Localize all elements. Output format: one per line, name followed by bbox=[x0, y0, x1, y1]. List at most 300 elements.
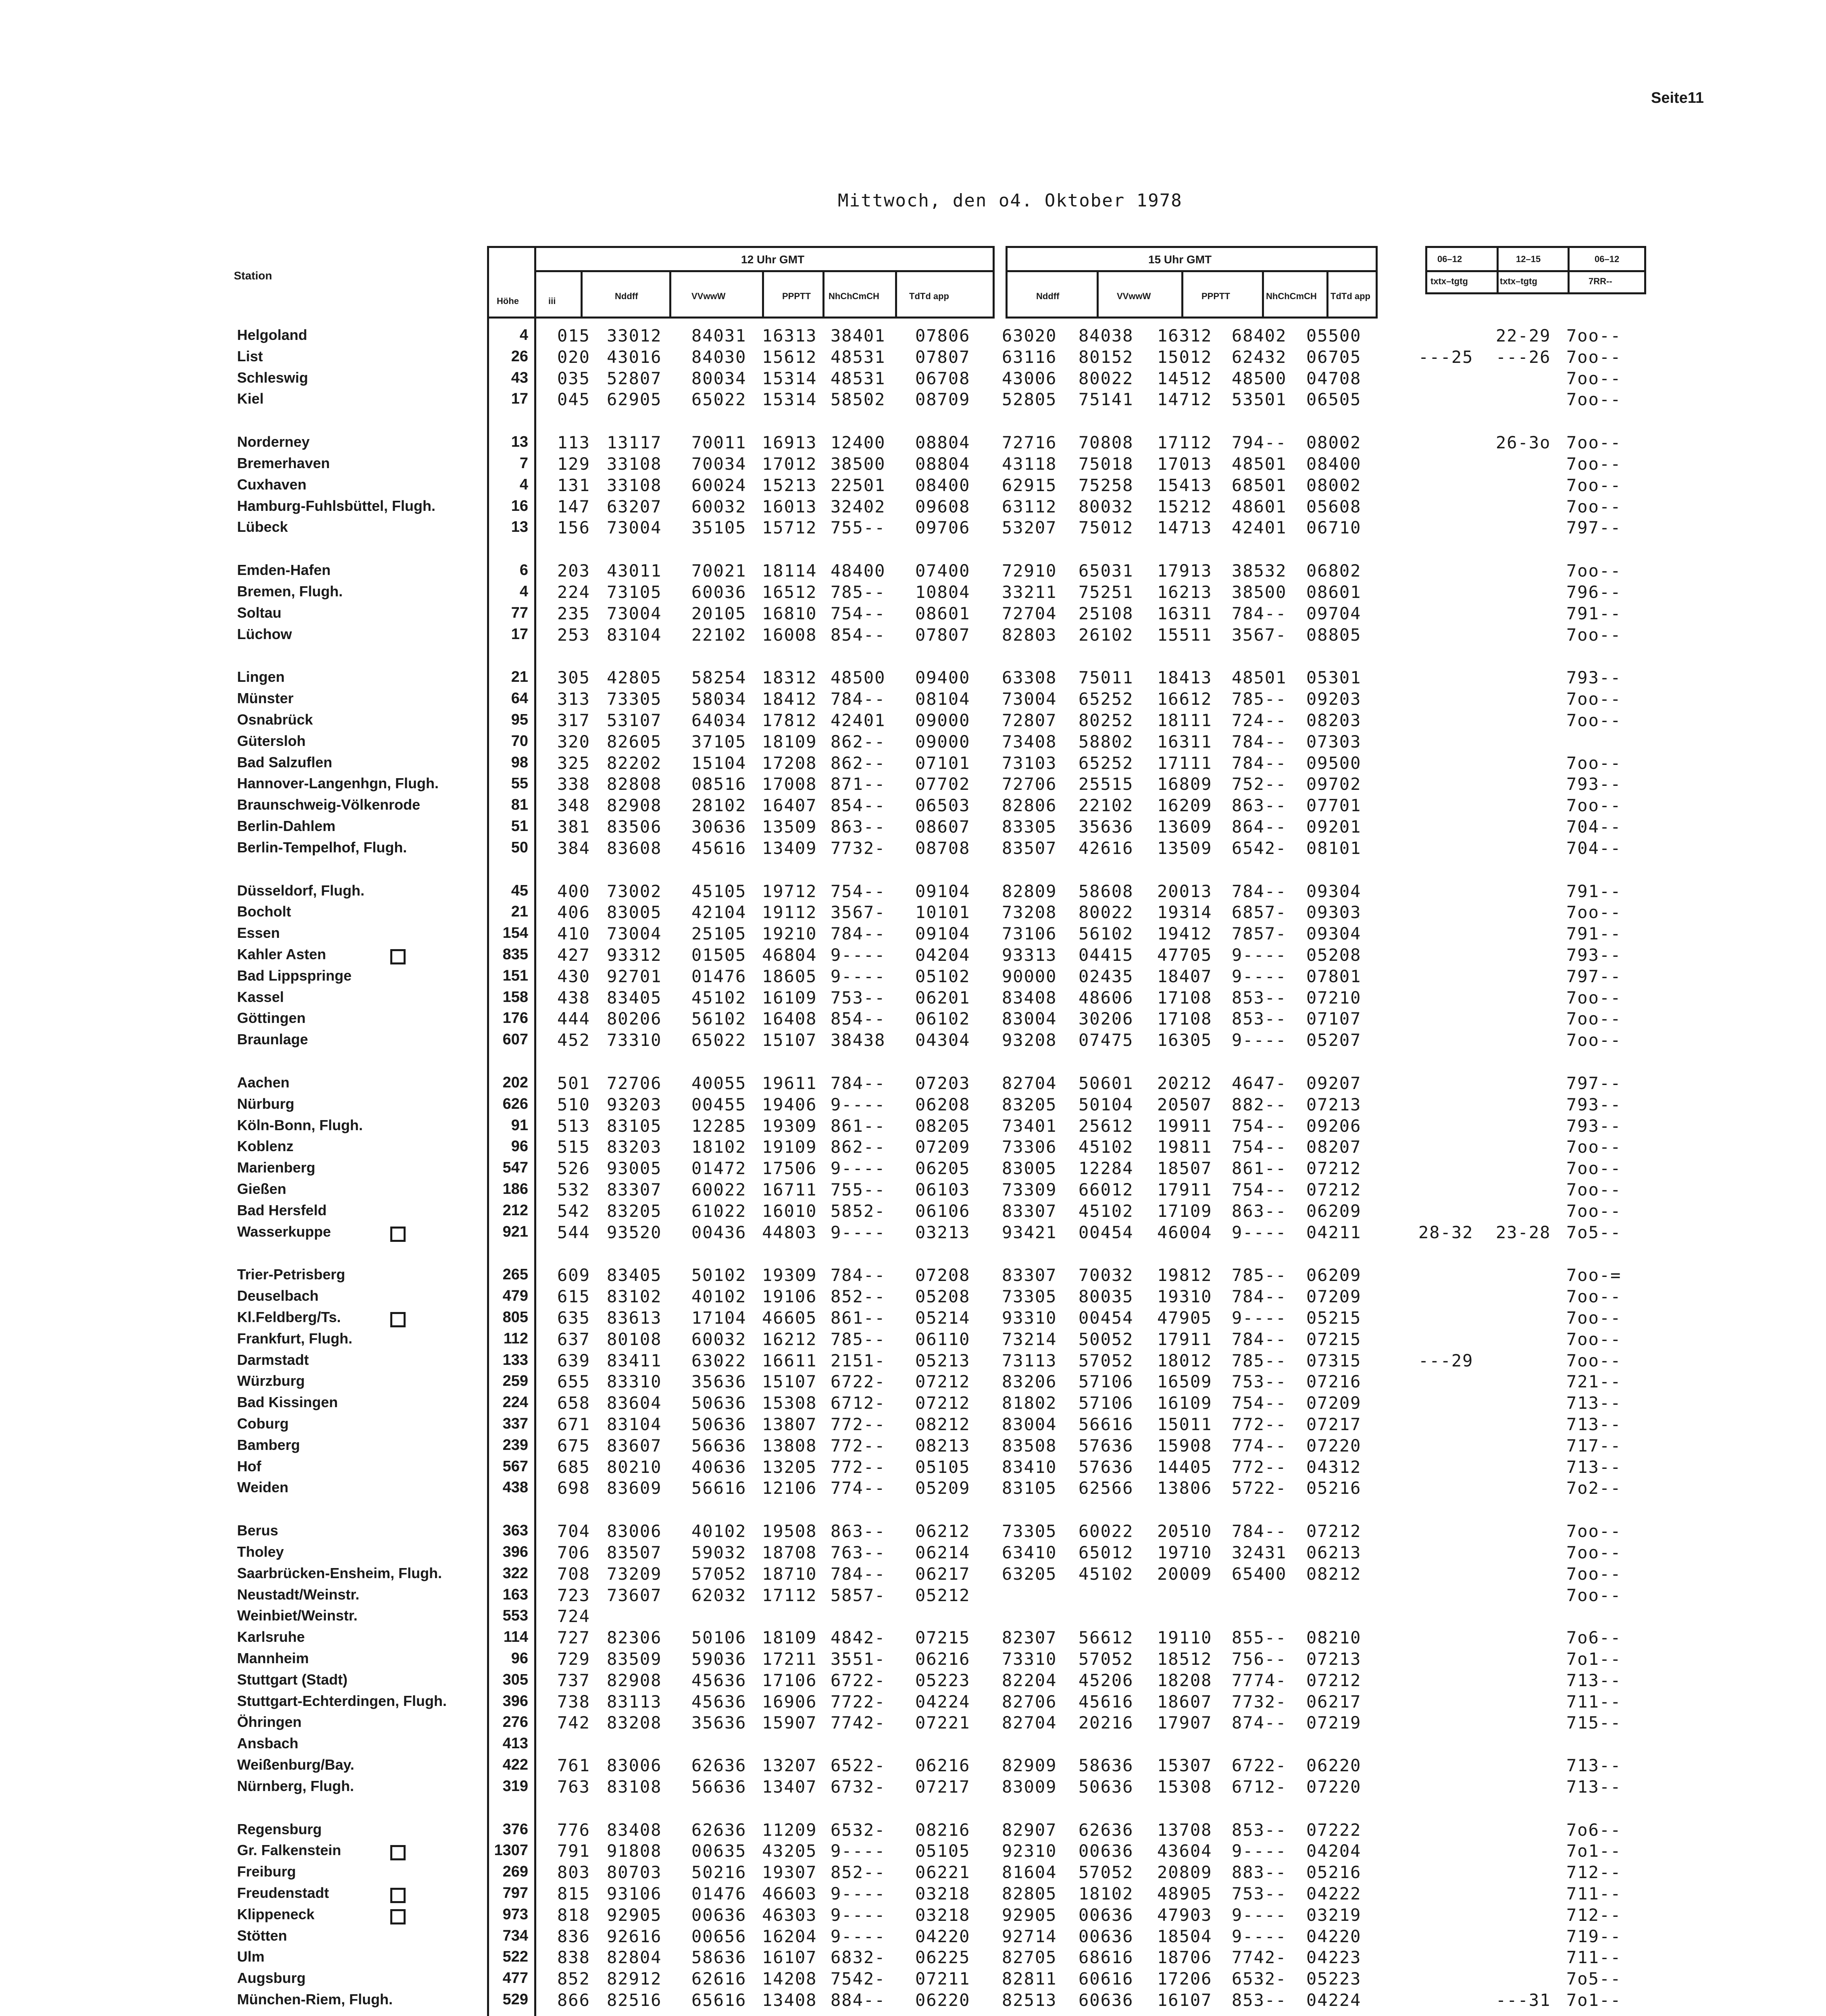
obs-d: 5852- bbox=[831, 1201, 886, 1221]
obs-a: 83608 bbox=[607, 838, 662, 858]
obs-f: 63112 bbox=[1002, 496, 1057, 516]
obs-d: 9---- bbox=[831, 1926, 886, 1946]
obs-d: 48400 bbox=[831, 561, 886, 581]
obs-f: 83305 bbox=[1002, 817, 1057, 837]
obs-c: 15213 bbox=[762, 475, 817, 495]
obs-c: 15107 bbox=[762, 1030, 817, 1050]
obs-e: 07221 bbox=[915, 1713, 970, 1733]
obs-j: 48501 bbox=[1232, 668, 1287, 688]
obs-f: 82907 bbox=[1002, 1820, 1057, 1840]
obs-k: 05216 bbox=[1306, 1862, 1362, 1883]
obs-iii: 406 bbox=[557, 902, 590, 923]
obs-j: 784-- bbox=[1232, 1521, 1287, 1541]
obs-i: 20507 bbox=[1157, 1094, 1212, 1114]
obs-e: 08212 bbox=[915, 1414, 970, 1434]
obs-r3: 713-- bbox=[1566, 1670, 1622, 1690]
station-name: Stuttgart (Stadt) bbox=[237, 1671, 348, 1688]
obs-i: 17913 bbox=[1157, 561, 1212, 581]
obs-a: 83203 bbox=[607, 1137, 662, 1157]
obs-b: 70034 bbox=[691, 454, 747, 474]
obs-b: 35636 bbox=[691, 1372, 747, 1392]
station-name: Bremerhaven bbox=[237, 455, 330, 471]
obs-g: 57636 bbox=[1079, 1435, 1134, 1456]
obs-r3: 793-- bbox=[1566, 945, 1622, 965]
obs-g: 07475 bbox=[1079, 1030, 1134, 1050]
obs-r3: 715-- bbox=[1566, 1713, 1622, 1733]
obs-i: 20013 bbox=[1157, 881, 1212, 901]
obs-f: 93208 bbox=[1002, 1030, 1057, 1050]
obs-d: 784-- bbox=[831, 924, 886, 944]
obs-iii: 803 bbox=[557, 1862, 590, 1883]
obs-d: 854-- bbox=[831, 1009, 886, 1029]
obs-d: 38438 bbox=[831, 1030, 886, 1050]
obs-k: 08101 bbox=[1306, 838, 1362, 858]
obs-k: 09304 bbox=[1306, 881, 1362, 901]
obs-d: 6832- bbox=[831, 1947, 886, 1968]
obs-iii: 761 bbox=[557, 1756, 590, 1775]
obs-r3: 7o2-- bbox=[1566, 1478, 1622, 1498]
obs-f: 92905 bbox=[1002, 1905, 1057, 1925]
station-name: Karlsruhe bbox=[237, 1629, 305, 1645]
obs-j: 9---- bbox=[1232, 1222, 1287, 1242]
obs-r2: ---26 bbox=[1496, 347, 1551, 367]
header-iii: iii bbox=[548, 296, 556, 306]
obs-b: 01476 bbox=[691, 1884, 747, 1904]
obs-c: 14208 bbox=[762, 1969, 817, 1989]
obs-d: 32402 bbox=[831, 496, 886, 516]
station-height: 176 bbox=[502, 1010, 528, 1027]
obs-a: 33108 bbox=[607, 454, 662, 474]
obs-c: 16212 bbox=[762, 1329, 817, 1349]
rule-sub-12 bbox=[534, 270, 994, 272]
obs-c: 15308 bbox=[762, 1393, 817, 1413]
obs-i: 15307 bbox=[1157, 1756, 1212, 1775]
obs-g: 84038 bbox=[1079, 326, 1134, 346]
rule-15-sub-1 bbox=[1181, 270, 1183, 319]
obs-e: 04224 bbox=[915, 1691, 970, 1712]
obs-k: 07217 bbox=[1306, 1414, 1362, 1434]
obs-d: 784-- bbox=[831, 1265, 886, 1285]
station-name: Norderney bbox=[237, 433, 310, 450]
obs-iii: 815 bbox=[557, 1884, 590, 1904]
obs-i: 16209 bbox=[1157, 796, 1212, 816]
obs-j: 9---- bbox=[1232, 945, 1287, 965]
obs-g: 62566 bbox=[1079, 1478, 1134, 1498]
obs-i: 16311 bbox=[1157, 731, 1212, 752]
obs-f: 72910 bbox=[1002, 561, 1057, 581]
obs-c: 16313 bbox=[762, 326, 817, 346]
obs-iii: 410 bbox=[557, 924, 590, 944]
obs-iii: 320 bbox=[557, 731, 590, 752]
obs-e: 07807 bbox=[915, 347, 970, 367]
station-height: 77 bbox=[511, 604, 528, 621]
obs-k: 06213 bbox=[1306, 1543, 1362, 1562]
obs-f: 72706 bbox=[1002, 774, 1057, 794]
obs-a: 73002 bbox=[607, 881, 662, 901]
obs-j: 785-- bbox=[1232, 1350, 1287, 1370]
station-name: Augsburg bbox=[237, 1970, 306, 1987]
obs-r3: 7oo-- bbox=[1566, 1180, 1622, 1200]
obs-b: 58254 bbox=[691, 668, 747, 688]
obs-e: 06208 bbox=[915, 1094, 970, 1114]
obs-c: 18312 bbox=[762, 668, 817, 688]
obs-d: 772-- bbox=[831, 1414, 886, 1434]
obs-r3: 793-- bbox=[1566, 1116, 1622, 1136]
obs-e: 03218 bbox=[915, 1905, 970, 1925]
obs-c: 18708 bbox=[762, 1543, 817, 1562]
station-height: 607 bbox=[502, 1031, 528, 1048]
obs-k: 09206 bbox=[1306, 1116, 1362, 1136]
obs-i: 20809 bbox=[1157, 1862, 1212, 1883]
obs-c: 16611 bbox=[762, 1350, 817, 1370]
obs-b: 58034 bbox=[691, 689, 747, 709]
station-height: 13 bbox=[511, 519, 528, 536]
obs-r3: 719-- bbox=[1566, 1926, 1622, 1946]
obs-i: 14713 bbox=[1157, 518, 1212, 538]
obs-k: 06705 bbox=[1306, 347, 1362, 367]
obs-r3: 7o5-- bbox=[1566, 1969, 1622, 1989]
station-name: München-Riem, Flugh. bbox=[237, 1991, 393, 2008]
station-name: Köln-Bonn, Flugh. bbox=[237, 1116, 363, 1133]
obs-b: 59036 bbox=[691, 1649, 747, 1669]
obs-i: 13806 bbox=[1157, 1478, 1212, 1498]
obs-g: 25612 bbox=[1079, 1116, 1134, 1136]
obs-g: 60636 bbox=[1079, 1990, 1134, 2010]
obs-k: 07701 bbox=[1306, 796, 1362, 816]
obs-i: 19811 bbox=[1157, 1137, 1212, 1157]
obs-b: 22102 bbox=[691, 625, 747, 645]
obs-i: 15413 bbox=[1157, 475, 1212, 495]
obs-b: 45636 bbox=[691, 1691, 747, 1712]
obs-k: 07209 bbox=[1306, 1393, 1362, 1413]
obs-c: 46303 bbox=[762, 1905, 817, 1925]
obs-j: 9---- bbox=[1232, 966, 1287, 986]
obs-j: 774-- bbox=[1232, 1435, 1287, 1456]
obs-iii: 635 bbox=[557, 1308, 590, 1328]
obs-d: 48531 bbox=[831, 368, 886, 388]
obs-r3: 7oo-- bbox=[1566, 1201, 1622, 1221]
obs-c: 13408 bbox=[762, 1990, 817, 2010]
obs-d: 9---- bbox=[831, 1158, 886, 1179]
obs-j: 7857- bbox=[1232, 924, 1287, 944]
obs-f: 83004 bbox=[1002, 1414, 1057, 1434]
obs-g: 22102 bbox=[1079, 796, 1134, 816]
obs-d: 754-- bbox=[831, 603, 886, 623]
obs-k: 09304 bbox=[1306, 924, 1362, 944]
obs-j: 754-- bbox=[1232, 1137, 1287, 1157]
obs-e: 09608 bbox=[915, 496, 970, 516]
station-height: 4 bbox=[519, 476, 528, 493]
obs-k: 07215 bbox=[1306, 1329, 1362, 1349]
obs-g: 80035 bbox=[1079, 1287, 1134, 1307]
obs-a: 33012 bbox=[607, 326, 662, 346]
obs-d: 48500 bbox=[831, 668, 886, 688]
obs-c: 18109 bbox=[762, 731, 817, 752]
station-height: 96 bbox=[511, 1138, 528, 1155]
obs-e: 07203 bbox=[915, 1073, 970, 1093]
station-name: Lingen bbox=[237, 669, 285, 685]
obs-c: 16906 bbox=[762, 1691, 817, 1712]
rule-sub-r bbox=[1425, 270, 1646, 272]
obs-f: 63308 bbox=[1002, 668, 1057, 688]
obs-j: 7774- bbox=[1232, 1670, 1287, 1690]
obs-b: 60032 bbox=[691, 496, 747, 516]
rule-15-sub-0 bbox=[1097, 270, 1099, 319]
station-height: 43 bbox=[511, 369, 528, 386]
obs-r3: 721-- bbox=[1566, 1372, 1622, 1392]
obs-iii: 658 bbox=[557, 1393, 590, 1413]
obs-g: 25515 bbox=[1079, 774, 1134, 794]
obs-b: 50636 bbox=[691, 1393, 747, 1413]
obs-iii: 852 bbox=[557, 1969, 590, 1989]
obs-c: 19210 bbox=[762, 924, 817, 944]
obs-b: 12285 bbox=[691, 1116, 747, 1136]
obs-b: 50216 bbox=[691, 1862, 747, 1883]
obs-d: 9---- bbox=[831, 1884, 886, 1904]
obs-a: 83613 bbox=[607, 1308, 662, 1328]
obs-g: 75018 bbox=[1079, 454, 1134, 474]
obs-j: 42401 bbox=[1232, 518, 1287, 538]
obs-k: 06209 bbox=[1306, 1201, 1362, 1221]
obs-iii: 147 bbox=[557, 496, 590, 516]
station-name: Bremen, Flugh. bbox=[237, 583, 343, 600]
obs-i: 16311 bbox=[1157, 603, 1212, 623]
obs-f: 93310 bbox=[1002, 1308, 1057, 1328]
obs-a: 73105 bbox=[607, 582, 662, 602]
obs-r3: 7oo-- bbox=[1566, 389, 1622, 410]
obs-iii: 020 bbox=[557, 347, 590, 367]
obs-r3: 712-- bbox=[1566, 1905, 1622, 1925]
obs-iii: 515 bbox=[557, 1137, 590, 1157]
obs-c: 16109 bbox=[762, 987, 817, 1008]
station-height: 17 bbox=[511, 390, 528, 408]
obs-j: 3567- bbox=[1232, 625, 1287, 645]
obs-b: 62032 bbox=[691, 1585, 747, 1605]
station-height: 529 bbox=[502, 1991, 528, 2008]
obs-r3: 7o1-- bbox=[1566, 1841, 1622, 1861]
obs-e: 08216 bbox=[915, 1820, 970, 1840]
station-height: 396 bbox=[502, 1543, 528, 1560]
obs-a: 83105 bbox=[607, 1116, 662, 1136]
obs-a: 83006 bbox=[607, 1756, 662, 1775]
obs-j: 874-- bbox=[1232, 1713, 1287, 1733]
obs-r3: 796-- bbox=[1566, 582, 1622, 602]
obs-j: 864-- bbox=[1232, 817, 1287, 837]
obs-f: 73106 bbox=[1002, 924, 1057, 944]
station-name: Darmstadt bbox=[237, 1351, 309, 1368]
station-height: 98 bbox=[511, 754, 528, 771]
obs-r3: 7oo-- bbox=[1566, 710, 1622, 730]
obs-b: 70011 bbox=[691, 433, 747, 453]
obs-c: 17211 bbox=[762, 1649, 817, 1669]
obs-b: 35105 bbox=[691, 518, 747, 538]
obs-d: 772-- bbox=[831, 1457, 886, 1477]
obs-g: 75251 bbox=[1079, 582, 1134, 602]
obs-iii: 671 bbox=[557, 1414, 590, 1434]
obs-e: 07806 bbox=[915, 326, 970, 346]
obs-f: 72704 bbox=[1002, 603, 1057, 623]
obs-r3: 7oo-- bbox=[1566, 753, 1622, 773]
obs-d: 9---- bbox=[831, 1905, 886, 1925]
station-name: Kassel bbox=[237, 988, 284, 1005]
obs-iii: 427 bbox=[557, 945, 590, 965]
rule-sub-15 bbox=[1006, 270, 1378, 272]
obs-c: 18412 bbox=[762, 689, 817, 709]
obs-a: 93203 bbox=[607, 1094, 662, 1114]
obs-g: 42616 bbox=[1079, 838, 1134, 858]
obs-d: 6532- bbox=[831, 1820, 886, 1840]
obs-j: 853-- bbox=[1232, 1820, 1287, 1840]
obs-b: 17104 bbox=[691, 1308, 747, 1328]
obs-a: 82908 bbox=[607, 796, 662, 816]
obs-b: 57052 bbox=[691, 1564, 747, 1584]
obs-c: 13407 bbox=[762, 1776, 817, 1797]
obs-d: 862-- bbox=[831, 753, 886, 773]
obs-g: 56102 bbox=[1079, 924, 1134, 944]
obs-d: 784-- bbox=[831, 689, 886, 709]
obs-i: 16509 bbox=[1157, 1372, 1212, 1392]
header-r2-bot: txtx–tgtg bbox=[1500, 276, 1537, 286]
obs-c: 16008 bbox=[762, 625, 817, 645]
header-hoehe: Höhe bbox=[497, 296, 519, 306]
obs-k: 07213 bbox=[1306, 1094, 1362, 1114]
obs-b: 35636 bbox=[691, 1713, 747, 1733]
obs-g: 75011 bbox=[1079, 668, 1134, 688]
obs-e: 05223 bbox=[915, 1670, 970, 1690]
obs-c: 11209 bbox=[762, 1820, 817, 1840]
obs-k: 05207 bbox=[1306, 1030, 1362, 1050]
obs-c: 15314 bbox=[762, 368, 817, 388]
obs-a: 33108 bbox=[607, 475, 662, 495]
obs-g: 57052 bbox=[1079, 1862, 1134, 1883]
obs-g: 00454 bbox=[1079, 1222, 1134, 1242]
obs-e: 07215 bbox=[915, 1628, 970, 1648]
obs-i: 17112 bbox=[1157, 433, 1212, 453]
obs-b: 64034 bbox=[691, 710, 747, 730]
obs-k: 06505 bbox=[1306, 389, 1362, 410]
obs-a: 91808 bbox=[607, 1841, 662, 1861]
obs-g: 65252 bbox=[1079, 689, 1134, 709]
obs-a: 83113 bbox=[607, 1691, 662, 1712]
obs-a: 80703 bbox=[607, 1862, 662, 1883]
obs-e: 07209 bbox=[915, 1137, 970, 1157]
obs-e: 07807 bbox=[915, 625, 970, 645]
obs-c: 15712 bbox=[762, 518, 817, 538]
obs-e: 06201 bbox=[915, 987, 970, 1008]
header-15-col-2: PPPTT bbox=[1201, 291, 1230, 301]
obs-j: 772-- bbox=[1232, 1414, 1287, 1434]
obs-f: 73306 bbox=[1002, 1137, 1057, 1157]
obs-d: 785-- bbox=[831, 582, 886, 602]
obs-b: 56636 bbox=[691, 1776, 747, 1797]
obs-iii: 724 bbox=[557, 1606, 590, 1627]
header-12-col-2: PPPTT bbox=[782, 291, 811, 301]
obs-iii: 235 bbox=[557, 603, 590, 623]
obs-a: 83408 bbox=[607, 1820, 662, 1840]
station-height: 4 bbox=[519, 327, 528, 344]
station-height: 212 bbox=[502, 1202, 528, 1219]
station-name: Weiden bbox=[237, 1479, 289, 1496]
obs-k: 07212 bbox=[1306, 1180, 1362, 1200]
station-name: Nürburg bbox=[237, 1095, 294, 1112]
obs-r3: 7o1-- bbox=[1566, 1649, 1622, 1669]
obs-r3: 7o6-- bbox=[1566, 1820, 1622, 1840]
station-name: Soltau bbox=[237, 604, 282, 621]
obs-g: 00636 bbox=[1079, 1905, 1134, 1925]
obs-b: 65616 bbox=[691, 1990, 747, 2010]
obs-k: 09303 bbox=[1306, 902, 1362, 923]
obs-c: 16107 bbox=[762, 1947, 817, 1968]
open-square-icon bbox=[390, 1909, 406, 1924]
obs-d: 9---- bbox=[831, 1841, 886, 1861]
obs-r3: 797-- bbox=[1566, 518, 1622, 538]
station-height: 305 bbox=[502, 1671, 528, 1688]
obs-g: 48606 bbox=[1079, 987, 1134, 1008]
obs-a: 72706 bbox=[607, 1073, 662, 1093]
station-height: 547 bbox=[502, 1159, 528, 1177]
station-name: Bad Kissingen bbox=[237, 1394, 338, 1411]
obs-f: 43006 bbox=[1002, 368, 1057, 388]
obs-e: 06221 bbox=[915, 1862, 970, 1883]
station-height: 45 bbox=[511, 882, 528, 899]
obs-j: 855-- bbox=[1232, 1628, 1287, 1648]
obs-b: 00455 bbox=[691, 1094, 747, 1114]
obs-e: 08708 bbox=[915, 838, 970, 858]
obs-g: 65031 bbox=[1079, 561, 1134, 581]
obs-i: 17013 bbox=[1157, 454, 1212, 474]
station-height: 797 bbox=[502, 1885, 528, 1901]
obs-f: 83105 bbox=[1002, 1478, 1057, 1498]
station-name: Gütersloh bbox=[237, 732, 306, 749]
obs-i: 17911 bbox=[1157, 1180, 1212, 1200]
obs-e: 06217 bbox=[915, 1564, 970, 1584]
obs-b: 56616 bbox=[691, 1478, 747, 1498]
obs-d: 3567- bbox=[831, 902, 886, 923]
obs-k: 05500 bbox=[1306, 326, 1362, 346]
obs-b: 60022 bbox=[691, 1180, 747, 1200]
obs-i: 18607 bbox=[1157, 1691, 1212, 1712]
obs-f: 63205 bbox=[1002, 1564, 1057, 1584]
obs-iii: 113 bbox=[557, 433, 590, 453]
station-name: Gießen bbox=[237, 1181, 287, 1197]
obs-iii: 501 bbox=[557, 1073, 590, 1093]
obs-r3: 713-- bbox=[1566, 1457, 1622, 1477]
station-height: 477 bbox=[502, 1970, 528, 1987]
obs-a: 42805 bbox=[607, 668, 662, 688]
obs-e: 05105 bbox=[915, 1841, 970, 1861]
obs-j: 883-- bbox=[1232, 1862, 1287, 1883]
station-height: 259 bbox=[502, 1372, 528, 1390]
station-height: 224 bbox=[502, 1394, 528, 1411]
obs-iii: 698 bbox=[557, 1478, 590, 1498]
obs-r3: 7oo-- bbox=[1566, 1308, 1622, 1328]
obs-i: 20009 bbox=[1157, 1564, 1212, 1584]
obs-j: 6532- bbox=[1232, 1969, 1287, 1989]
station-name: Hamburg-Fuhlsbüttel, Flugh. bbox=[237, 497, 435, 514]
obs-e: 08400 bbox=[915, 475, 970, 495]
obs-f: 63020 bbox=[1002, 326, 1057, 346]
obs-r3: 711-- bbox=[1566, 1691, 1622, 1712]
obs-f: 82706 bbox=[1002, 1691, 1057, 1712]
obs-j: 785-- bbox=[1232, 1265, 1287, 1285]
obs-c: 16810 bbox=[762, 603, 817, 623]
station-height: 13 bbox=[511, 433, 528, 451]
station-name: Bad Hersfeld bbox=[237, 1202, 327, 1218]
obs-f: 72716 bbox=[1002, 433, 1057, 453]
obs-g: 50104 bbox=[1079, 1094, 1134, 1114]
station-name: Coburg bbox=[237, 1415, 289, 1432]
rule-12-sub-2 bbox=[762, 270, 764, 319]
